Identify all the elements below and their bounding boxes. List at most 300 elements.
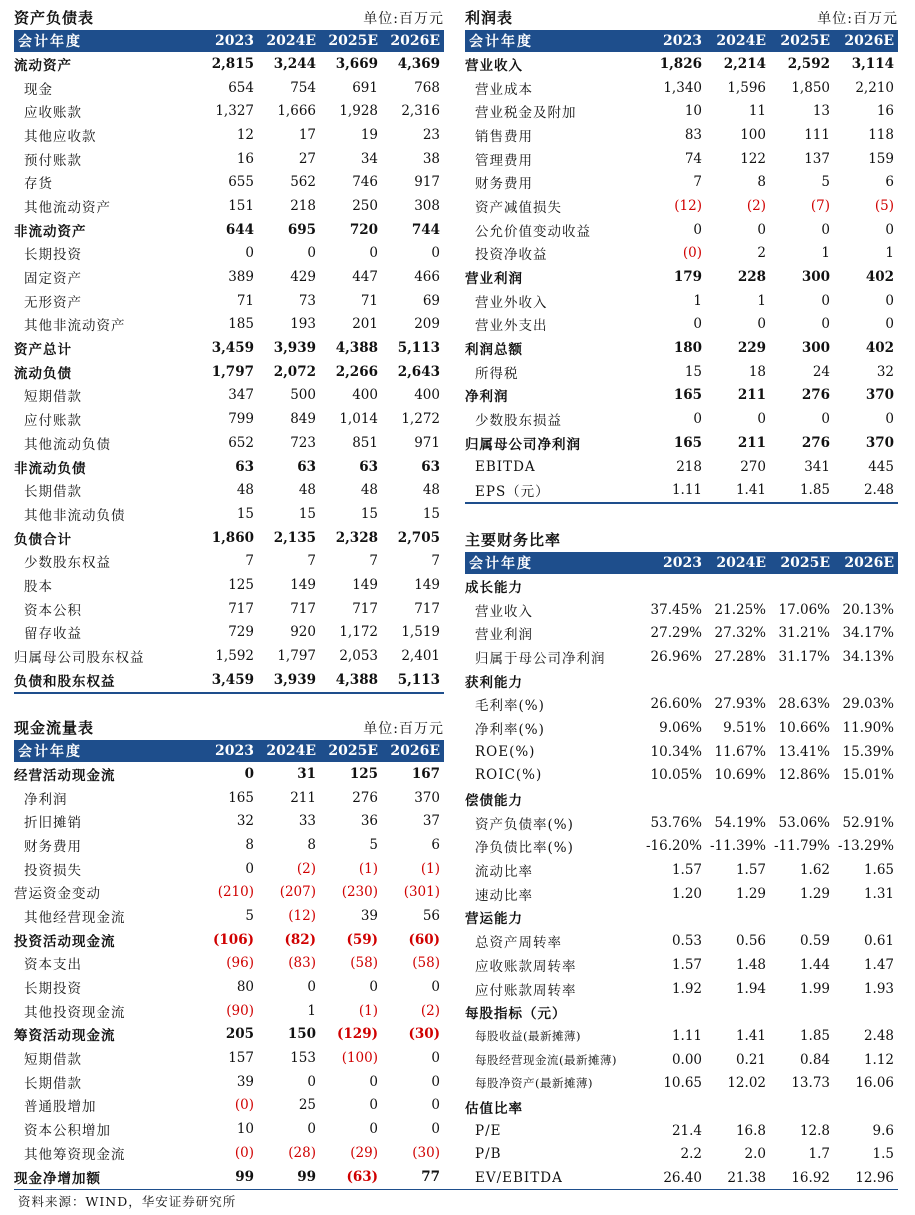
table-row — [14, 1165, 444, 1189]
cell-value: 849 — [290, 411, 316, 428]
cell-value: 717 — [290, 600, 316, 617]
cell-value: 4,388 — [320, 668, 382, 693]
cell-value: 2,266 — [335, 363, 378, 380]
cell-value: 652 — [228, 434, 254, 451]
cell-value: 447 — [352, 269, 378, 286]
table-row — [465, 289, 898, 313]
year-header: 2026E — [382, 30, 444, 52]
cell-value: 3,669 — [335, 55, 378, 72]
cell-value: 1.5 — [872, 1146, 894, 1163]
cell-value: 7 — [369, 553, 378, 570]
table-row — [14, 762, 444, 786]
cell-value: 1.11 — [642, 478, 706, 503]
table-row — [14, 1023, 444, 1047]
year-header: 2024E — [706, 552, 770, 574]
table-row — [465, 598, 898, 622]
cashflow-title: 现金流量表 — [14, 719, 95, 737]
cell-value: 370 — [865, 434, 894, 451]
cell-value: 2,815 — [211, 55, 254, 72]
cell-value: 0 — [369, 1121, 378, 1138]
cell-value: 2,316 — [401, 103, 440, 120]
row-label: 筹资活动现金流 — [14, 1028, 116, 1045]
cell-value: 37 — [422, 813, 440, 830]
row-label: 营业收入 — [475, 603, 533, 620]
row-label: 归属母公司股东权益 — [14, 650, 145, 667]
cell-value: 7 — [245, 553, 254, 570]
cell-value: 1.85 — [770, 478, 834, 503]
row-label: 其他筹资现金流 — [24, 1146, 126, 1163]
section-label: 估值比率 — [465, 1100, 523, 1117]
cell-value: 0 — [369, 1073, 378, 1090]
cell-value: 1,592 — [215, 648, 254, 665]
cell-value: 48 — [360, 482, 378, 499]
row-label: 其他经营现金流 — [24, 909, 126, 926]
cell-value: 2,210 — [855, 79, 894, 96]
cell-value: 389 — [228, 269, 254, 286]
year-header: 2026E — [834, 552, 898, 574]
cell-value: 185 — [228, 316, 254, 333]
section-label: 营运能力 — [465, 911, 523, 928]
table-row — [465, 455, 898, 479]
cell-value: 211 — [737, 434, 766, 451]
cell-value: 15 — [684, 363, 702, 380]
cell-value: (83) — [288, 955, 316, 972]
cell-value: 746 — [352, 174, 378, 191]
cell-value: 655 — [228, 174, 254, 191]
cell-value: 10.65 — [663, 1075, 702, 1092]
cell-value: 10 — [236, 1121, 254, 1138]
table-row — [14, 668, 444, 693]
cell-value: 27.93% — [714, 696, 766, 713]
ratios-title: 主要财务比率 — [465, 531, 562, 549]
cell-value: 971 — [414, 434, 440, 451]
row-label: 非流动负债 — [14, 460, 87, 477]
table-row — [14, 194, 444, 218]
cell-value: 1.47 — [863, 956, 894, 973]
cell-value: (207) — [279, 884, 316, 901]
year-header: 2025E — [770, 30, 834, 52]
row-label: 营运资金变动 — [14, 886, 101, 903]
cell-value: 0 — [431, 979, 440, 996]
cell-value: 13.41% — [778, 743, 830, 760]
cell-value: 0 — [307, 245, 316, 262]
cell-value: 429 — [290, 269, 316, 286]
table-row — [465, 645, 898, 669]
cell-value: 26.60% — [650, 696, 702, 713]
year-header: 2026E — [834, 30, 898, 52]
row-label: 流动负债 — [14, 365, 72, 382]
table-row — [465, 1166, 898, 1190]
cell-value: 1.57 — [671, 862, 702, 879]
row-label: 财务费用 — [475, 176, 533, 193]
cell-value: 370 — [414, 789, 440, 806]
row-label: 应收账款周转率 — [475, 958, 577, 975]
table-row — [14, 289, 444, 313]
cell-value: (0) — [234, 1097, 254, 1114]
cell-value: 11.90% — [842, 719, 894, 736]
cell-value: 211 — [290, 789, 316, 806]
cell-value: 31.17% — [778, 648, 830, 665]
cell-value: (96) — [226, 955, 254, 972]
cell-value: 1 — [757, 292, 766, 309]
row-label: 无形资产 — [24, 294, 82, 311]
cell-value: 11.67% — [714, 743, 766, 760]
cell-value: 799 — [228, 411, 254, 428]
cell-value: (1) — [358, 1002, 378, 1019]
cell-value: 52.91% — [842, 814, 894, 831]
cell-value: 25 — [298, 1097, 316, 1114]
cell-value: 0 — [307, 1121, 316, 1138]
cell-value: 153 — [290, 1050, 316, 1067]
cell-value: 13.73 — [791, 1075, 830, 1092]
cell-value: 48 — [422, 482, 440, 499]
table-row — [14, 597, 444, 621]
cell-value: (59) — [346, 931, 378, 948]
cell-value: 12.96 — [855, 1170, 894, 1187]
table-row — [465, 170, 898, 194]
table-row — [14, 170, 444, 194]
cell-value: 0 — [885, 411, 894, 428]
cell-value: 63 — [359, 458, 378, 475]
cell-value: (2) — [746, 197, 766, 214]
row-label: 资本支出 — [24, 957, 82, 974]
row-label: 其他流动负债 — [24, 436, 111, 453]
cell-value: 193 — [290, 316, 316, 333]
cell-value: 717 — [228, 600, 254, 617]
cell-value: 1,519 — [401, 624, 440, 641]
cell-value: 12 — [236, 126, 254, 143]
income-statement-table — [465, 30, 898, 504]
row-label: 营业利润 — [465, 271, 523, 288]
cell-value: 80 — [236, 979, 254, 996]
table-row — [14, 455, 444, 479]
row-label: 投资活动现金流 — [14, 933, 116, 950]
cell-value: 149 — [352, 576, 378, 593]
cell-value: 276 — [801, 434, 830, 451]
cell-value: (100) — [341, 1050, 378, 1067]
year-header: 2023 — [642, 552, 706, 574]
table-row — [14, 786, 444, 810]
cell-value: 36 — [360, 813, 378, 830]
cell-value: 654 — [228, 79, 254, 96]
cell-value: 34.17% — [842, 625, 894, 642]
cell-value: 0 — [245, 245, 254, 262]
cell-value: 0.84 — [799, 1051, 830, 1068]
cell-value: 1.48 — [735, 956, 766, 973]
row-label: 资产减值损失 — [475, 199, 562, 216]
cell-value: 920 — [290, 624, 316, 641]
row-label: 短期借款 — [24, 389, 82, 406]
cell-value: 4,388 — [335, 340, 378, 357]
cell-value: 2,592 — [787, 55, 830, 72]
row-label: 其他投资现金流 — [24, 1004, 126, 1021]
cell-value: 1,172 — [339, 624, 378, 641]
cell-value: 209 — [414, 316, 440, 333]
row-label: 应付账款周转率 — [475, 982, 577, 999]
row-label: 营业利润 — [475, 627, 533, 644]
cell-value: 0.56 — [735, 933, 766, 950]
cell-value: 157 — [228, 1050, 254, 1067]
cell-value: 18 — [748, 363, 766, 380]
year-header: 2025E — [320, 30, 382, 52]
section-label: 偿债能力 — [465, 793, 523, 810]
cell-value: 744 — [411, 221, 440, 238]
table-row — [14, 1070, 444, 1094]
cell-value: 1.12 — [863, 1051, 894, 1068]
cell-value: 13 — [812, 103, 830, 120]
table-row — [14, 573, 444, 597]
cell-value: 53.76% — [650, 814, 702, 831]
table-row — [14, 242, 444, 266]
cell-value: 149 — [290, 576, 316, 593]
row-label: 归属母公司净利润 — [465, 436, 581, 453]
header-label: 会计年度 — [465, 30, 642, 52]
year-header: 2026E — [382, 740, 444, 762]
cell-value: 48 — [236, 482, 254, 499]
cell-value: 276 — [352, 789, 378, 806]
row-label: 流动比率 — [475, 864, 533, 881]
cell-value: (7) — [810, 197, 830, 214]
row-label: 毛利率(%) — [475, 698, 545, 715]
cell-value: 466 — [414, 269, 440, 286]
row-label: 普通股增加 — [24, 1099, 97, 1116]
section-row — [465, 1095, 898, 1119]
cell-value: 0 — [369, 979, 378, 996]
table-row — [465, 336, 898, 360]
cell-value: 9.6 — [872, 1122, 894, 1139]
cell-value: 1,826 — [659, 55, 702, 72]
cell-value: 445 — [868, 458, 894, 475]
cell-value: 32 — [876, 363, 894, 380]
cell-value: 2,214 — [723, 55, 766, 72]
row-label: 每股净资产(最新摊薄) — [475, 1076, 593, 1091]
cell-value: 0 — [693, 411, 702, 428]
year-header: 2023 — [642, 30, 706, 52]
table-row — [465, 431, 898, 455]
cell-value: 34.13% — [842, 648, 894, 665]
row-label: 公允价值变动收益 — [475, 223, 591, 240]
cell-value: 1.11 — [671, 1027, 702, 1044]
cell-value: 1,860 — [211, 529, 254, 546]
cell-value: 149 — [414, 576, 440, 593]
header-row — [465, 30, 898, 52]
cell-value: 9.51% — [723, 719, 766, 736]
row-label: 应收账款 — [24, 105, 82, 122]
cell-value: (1) — [358, 860, 378, 877]
cell-value: 1.65 — [863, 862, 894, 879]
cell-value: 0 — [757, 316, 766, 333]
cell-value: 159 — [868, 150, 894, 167]
cell-value: 1,327 — [215, 103, 254, 120]
row-label: P/E — [475, 1122, 502, 1139]
cell-value: (58) — [350, 955, 378, 972]
cell-value: 917 — [414, 174, 440, 191]
row-label: 营业收入 — [465, 57, 523, 74]
cell-value: 0 — [693, 316, 702, 333]
table-row — [14, 880, 444, 904]
cell-value: 1.57 — [735, 862, 766, 879]
cell-value: -13.29% — [837, 838, 894, 855]
cell-value: (12) — [288, 907, 316, 924]
table-row — [14, 99, 444, 123]
cell-value: 347 — [228, 387, 254, 404]
table-row — [14, 904, 444, 928]
cashflow-title-bar — [14, 714, 444, 740]
balance-sheet-title-bar — [14, 4, 444, 30]
table-row — [14, 218, 444, 242]
cell-value: 179 — [673, 269, 702, 286]
table-row — [465, 76, 898, 100]
cell-value: 21.38 — [727, 1170, 766, 1187]
cell-value: 1.57 — [671, 956, 702, 973]
table-row — [14, 336, 444, 360]
cell-value: 0 — [369, 245, 378, 262]
balance-sheet-title: 资产负债表 — [14, 9, 95, 27]
cell-value: 5,113 — [397, 340, 440, 357]
cell-value: 73 — [298, 292, 316, 309]
cell-value: 29.03% — [842, 696, 894, 713]
cell-value: (12) — [674, 197, 702, 214]
table-row — [465, 313, 898, 337]
cell-value: 2.0 — [744, 1146, 766, 1163]
cell-value: (0) — [682, 245, 702, 262]
row-label: 非流动资产 — [14, 223, 87, 240]
cell-value: 1,340 — [663, 79, 702, 96]
cell-value: 28.63% — [778, 696, 830, 713]
section-row — [465, 574, 898, 598]
table-row — [465, 218, 898, 242]
cell-value: 201 — [352, 316, 378, 333]
cell-value: 0.21 — [735, 1051, 766, 1068]
table-row — [465, 1048, 898, 1072]
cell-value: 1.93 — [863, 980, 894, 997]
cell-value: 20.13% — [842, 601, 894, 618]
table-row — [465, 123, 898, 147]
balance-sheet-panel — [14, 4, 444, 694]
table-row — [465, 811, 898, 835]
cell-value: 3,459 — [211, 340, 254, 357]
cell-value: 180 — [673, 340, 702, 357]
cashflow-unit: 单位:百万元 — [363, 721, 444, 737]
row-label: 所得税 — [475, 365, 519, 382]
cell-value: 7 — [431, 553, 440, 570]
cell-value: 10 — [684, 103, 702, 120]
table-row — [14, 384, 444, 408]
cell-value: 16.92 — [791, 1170, 830, 1187]
table-row — [14, 52, 444, 76]
cell-value: 3,114 — [851, 55, 894, 72]
cell-value: 276 — [801, 387, 830, 404]
income-statement-title: 利润表 — [465, 9, 514, 27]
cell-value: 16 — [236, 150, 254, 167]
cell-value: (2) — [420, 1002, 440, 1019]
cell-value: 211 — [737, 387, 766, 404]
cell-value: 15.39% — [842, 743, 894, 760]
cell-value: 1,928 — [339, 103, 378, 120]
cell-value: 1.92 — [671, 980, 702, 997]
cell-value: 9.06% — [659, 719, 702, 736]
cell-value: 0 — [885, 316, 894, 333]
row-label: 折旧摊销 — [24, 815, 82, 832]
cell-value: 1,014 — [339, 411, 378, 428]
year-header: 2025E — [320, 740, 382, 762]
cell-value: 23 — [422, 126, 440, 143]
cell-value: 1 — [885, 245, 894, 262]
table-row — [465, 882, 898, 906]
cell-value: 17.06% — [778, 601, 830, 618]
cell-value: 1,797 — [277, 648, 316, 665]
cell-value: 2,328 — [335, 529, 378, 546]
cell-value: 6 — [885, 174, 894, 191]
cell-value: 400 — [414, 387, 440, 404]
table-row — [465, 835, 898, 859]
cell-value: 37.45% — [650, 601, 702, 618]
cell-value: 402 — [865, 269, 894, 286]
cell-value: 1,666 — [277, 103, 316, 120]
cell-value: -16.20% — [645, 838, 702, 855]
table-row — [465, 929, 898, 953]
section-row — [465, 787, 898, 811]
ratios-panel — [465, 526, 898, 1190]
cell-value: 1,596 — [727, 79, 766, 96]
table-row — [14, 265, 444, 289]
row-label: 财务费用 — [24, 838, 82, 855]
cell-value: 1.62 — [799, 862, 830, 879]
table-row — [465, 977, 898, 1001]
cell-value: 122 — [740, 150, 766, 167]
table-row — [14, 644, 444, 668]
cell-value: 15 — [298, 505, 316, 522]
row-label: 利润总额 — [465, 342, 523, 359]
table-row — [14, 360, 444, 384]
cell-value: 2 — [757, 245, 766, 262]
row-label: 负债合计 — [14, 531, 72, 548]
cell-value: 2.2 — [680, 1146, 702, 1163]
source-note: 资料来源：WIND，华安证券研究所 — [18, 1194, 237, 1209]
table-row — [465, 740, 898, 764]
cell-value: 11 — [748, 103, 766, 120]
table-row — [14, 928, 444, 952]
cell-value: 21.4 — [671, 1122, 702, 1139]
table-row — [14, 76, 444, 100]
table-row — [14, 549, 444, 573]
cell-value: 1 — [307, 1002, 316, 1019]
cell-value: 0.00 — [671, 1051, 702, 1068]
cell-value: 562 — [290, 174, 316, 191]
cell-value: (30) — [412, 1144, 440, 1161]
cell-value: 0 — [821, 221, 830, 238]
cell-value: 167 — [411, 765, 440, 782]
cell-value: 2,053 — [339, 648, 378, 665]
cell-value: (58) — [412, 955, 440, 972]
row-label: 资产负债率(%) — [475, 816, 574, 833]
cell-value: 27.29% — [650, 625, 702, 642]
cell-value: 15 — [236, 505, 254, 522]
ratios-table — [465, 552, 898, 1190]
cell-value: 1.29 — [799, 885, 830, 902]
cell-value: 3,459 — [196, 668, 258, 693]
table-row — [465, 360, 898, 384]
cell-value: 137 — [804, 150, 830, 167]
cell-value: 3,939 — [273, 340, 316, 357]
row-label: EBITDA — [475, 458, 536, 475]
cell-value: 1,797 — [211, 363, 254, 380]
table-row — [14, 621, 444, 645]
row-label: 管理费用 — [475, 152, 533, 169]
row-label: 负债和股东权益 — [14, 668, 196, 693]
cell-value: (106) — [213, 931, 254, 948]
cell-value: 300 — [801, 340, 830, 357]
